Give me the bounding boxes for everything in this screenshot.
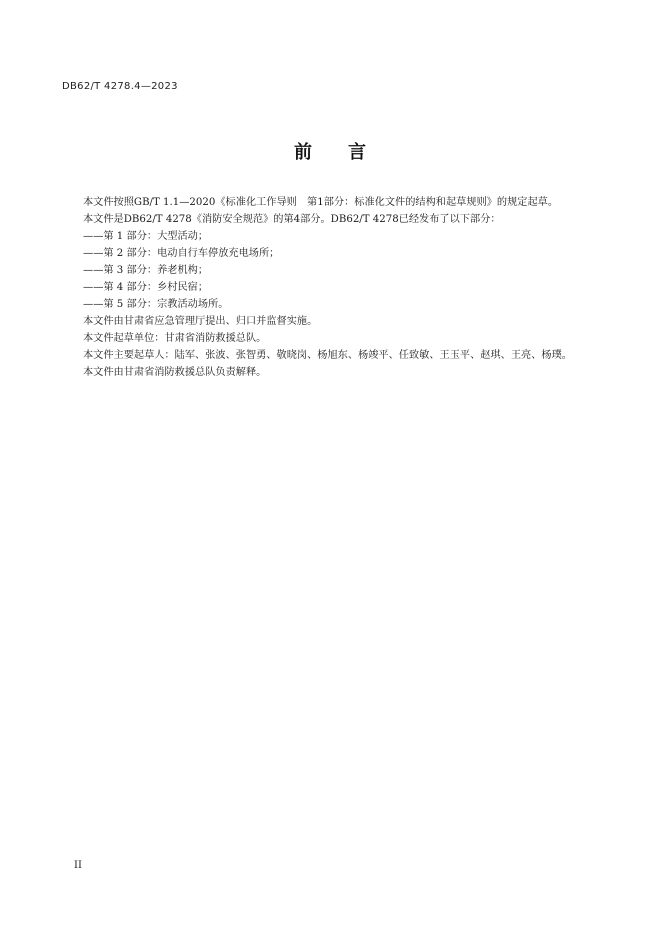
paragraph-proposer: 本文件由甘肃省应急管理厅提出、归口并监督实施。 [83,316,318,327]
paragraph-part-statement: 本文件是DB62/T 4278《消防安全规范》的第4部分。DB62/T 4278已经发布了以下部分： [83,214,501,225]
list-item-part-2: ——第 2 部分：电动自行车停放充电场所； [83,248,280,259]
document-code: DB62/T 4278.4—2023 [62,81,178,92]
list-item-part-5: ——第 5 部分：宗教活动场所。 [83,299,229,310]
paragraph-drafters: 本文件主要起草人：陆军、张波、张智勇、敬晓岗、杨旭东、杨竣平、任致敏、王玉平、赵琪、王亮、杨璞。 [83,350,572,361]
paragraph-interpretation: 本文件由甘肃省消防救援总队负责解释。 [83,367,267,378]
list-item-part-4: ——第 4 部分：乡村民宿； [83,282,209,293]
page-number: II [74,860,82,871]
section-title [0,138,662,164]
section-title-char-2: 言 [348,142,368,163]
paragraph-drafting-unit: 本文件起草单位：甘肃省消防救援总队。 [83,333,267,344]
foreword-body [62,194,592,381]
section-title-char-1: 前 [294,142,314,163]
list-item-part-1: ——第 1 部分：大型活动； [83,231,209,242]
paragraph-drafting-rule: 本文件按照GB/T 1.1—2020《标准化工作导则 第1部分：标准化文件的结构和起草规则》的规定起草。 [83,197,559,208]
list-item-part-3: ——第 3 部分：养老机构； [83,265,209,276]
